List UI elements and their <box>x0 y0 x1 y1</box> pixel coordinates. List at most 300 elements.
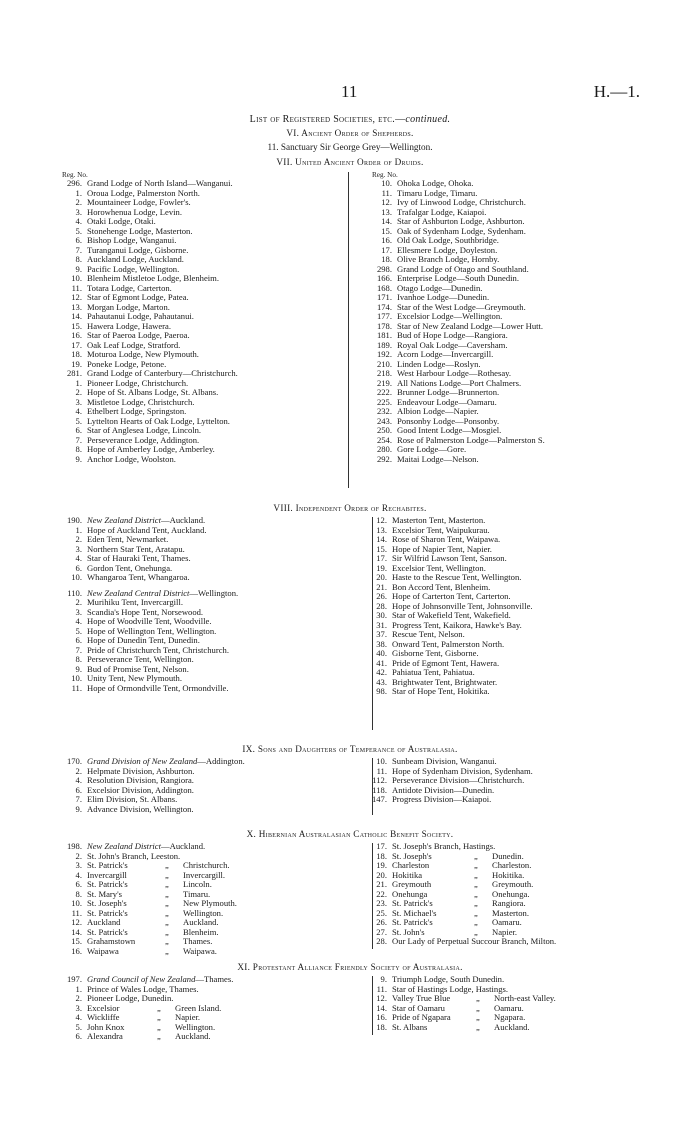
temperance-right-column <box>355 757 533 805</box>
register-number: 19. <box>376 860 387 870</box>
society-name: Gore Lodge—Gore. <box>397 444 467 454</box>
ditto-mark: „ <box>165 860 169 870</box>
register-number: 6. <box>75 235 82 245</box>
branch-town: Blenheim. <box>183 926 219 937</box>
register-number: 17. <box>376 841 387 851</box>
ditto-mark: „ <box>157 1021 161 1032</box>
branch-name: St. Patrick's <box>87 860 128 870</box>
register-number: 28. <box>376 936 387 946</box>
society-name: Ethelbert Lodge, Springston. <box>87 406 187 416</box>
ditto-mark: „ <box>476 1002 480 1013</box>
society-name: Hope of Johnsonville Tent, Johnsonville. <box>392 600 533 611</box>
register-number: 9. <box>75 263 82 274</box>
register-number: 4. <box>75 1012 82 1022</box>
register-number: 18. <box>376 850 387 861</box>
society-name: Gisborne Tent, Gisborne. <box>392 648 479 658</box>
society-name: Lyttelton Hearts of Oak Lodge, Lyttelton. <box>87 415 230 426</box>
register-number: 14. <box>71 926 82 937</box>
section-heading-protestant-alliance: XI. Protestant Alliance Friendly Society of Australasia. <box>237 962 463 972</box>
register-number: 243. <box>376 415 392 426</box>
society-name: Progress Tent, Kaikora, Hawke's Bay. <box>392 619 522 630</box>
society-name: Gordon Tent, Onehunga. <box>87 562 173 573</box>
register-number: 178. <box>376 320 392 331</box>
register-number: 292. <box>376 453 392 464</box>
branch-name: Pioneer Lodge, Dunedin. <box>87 993 174 1003</box>
register-number: 43. <box>376 676 387 687</box>
ditto-mark: „ <box>474 869 478 880</box>
society-name: Anchor Lodge, Woolston. <box>87 453 176 464</box>
district-location: —Auckland. <box>161 515 206 525</box>
branch-town: Napier. <box>492 926 518 937</box>
branch-name: St. Patrick's <box>392 917 433 927</box>
list-item <box>50 455 238 465</box>
society-name: Oroua Lodge, Palmerston North. <box>87 187 200 198</box>
list-item <box>355 795 533 805</box>
society-name: Elim Division, St. Albans. <box>87 794 178 804</box>
society-name: Pride of Egmont Tent, Hawera. <box>392 657 500 668</box>
register-number: 6. <box>75 635 82 645</box>
register-number: 40. <box>376 648 387 658</box>
society-name: West Harbour Lodge—Rothesay. <box>397 368 512 378</box>
register-number: 8. <box>75 654 82 664</box>
society-name: Otaki Lodge, Otaki. <box>87 216 156 226</box>
page-title: List of Registered Societies, etc.—continued. <box>249 114 451 125</box>
society-name: Rose of Palmerston Lodge—Palmerston S. <box>397 434 545 445</box>
register-number: 30. <box>376 610 387 620</box>
register-number: 4. <box>75 216 82 226</box>
reg-no-label: Reg. No. <box>372 171 398 179</box>
society-name: Hope of Amberley Lodge, Amberley. <box>87 444 215 454</box>
society-name: Onward Tent, Palmerston North. <box>392 638 505 649</box>
register-number: 4. <box>75 869 82 880</box>
branch-name: Onehunga <box>392 888 428 899</box>
society-name: Bishop Lodge, Wanganui. <box>87 235 177 245</box>
register-number: 25. <box>376 907 387 918</box>
register-number: 6. <box>75 425 82 435</box>
society-name: Unity Tent, New Plymouth. <box>87 673 182 683</box>
register-number: 2. <box>75 387 82 397</box>
branch-town: Waipawa. <box>183 945 217 956</box>
register-number: 170. <box>66 756 82 766</box>
register-number: 16. <box>381 235 392 245</box>
society-name: Perseverance Tent, Wellington. <box>87 654 194 664</box>
register-number: 11. <box>381 187 392 198</box>
register-number: 2. <box>75 534 82 544</box>
society-name: Hope of Woodville Tent, Woodville. <box>87 616 212 626</box>
society-name: Oak of Sydenham Lodge, Sydenham. <box>397 225 526 236</box>
branch-town: New Plymouth. <box>183 898 237 908</box>
list-item <box>50 879 212 890</box>
register-number: 16. <box>376 1012 387 1022</box>
section-heading-druids: VII. United Ancient Order of Druids. <box>276 157 424 167</box>
register-number: 31. <box>376 619 387 630</box>
register-number: 14. <box>376 1002 387 1013</box>
ditto-mark: „ <box>474 907 478 918</box>
register-number: 10. <box>71 572 82 582</box>
society-name: Brightwater Tent, Brightwater. <box>392 676 498 687</box>
branch-name: St. John's <box>392 926 425 937</box>
society-name: Resolution Division, Rangiora. <box>87 775 194 785</box>
rechabites-right-column <box>355 516 533 697</box>
society-name: Eden Tent, Newmarket. <box>87 534 169 544</box>
branch-name: St. John's Branch, Leeston. <box>87 850 181 861</box>
branch-name: St. Albans <box>392 1021 428 1032</box>
society-name: Auckland Lodge, Auckland. <box>87 254 184 264</box>
branch-name: John Knox <box>87 1021 125 1032</box>
section-heading-rechabites: VIII. Independent Order of Rechabites. <box>273 503 427 513</box>
register-number: 232. <box>376 406 392 416</box>
register-number: 98. <box>376 686 387 696</box>
register-number: 5. <box>75 1021 82 1032</box>
register-number: 4. <box>75 616 82 626</box>
society-name: Mistletoe Lodge, Christchurch. <box>87 396 195 407</box>
ditto-mark: „ <box>157 1002 161 1013</box>
society-name: Star of Hauraki Tent, Thames. <box>87 553 191 563</box>
register-number: 9. <box>75 453 82 464</box>
society-name: Hope of Napier Tent, Napier. <box>392 543 492 554</box>
register-number: 219. <box>376 377 392 388</box>
society-name: Good Intent Lodge—Mosgiel. <box>397 425 502 435</box>
society-name: Star of Wakefield Tent, Wakefield. <box>392 610 511 620</box>
district-title: Grand Division of New Zealand <box>87 756 198 766</box>
branch-name: St. Patrick's <box>87 926 128 937</box>
branch-town: Ngapara. <box>494 1012 526 1022</box>
society-name: Perseverance Division—Christchurch. <box>392 775 525 785</box>
ditto-mark: „ <box>474 888 478 899</box>
ditto-mark: „ <box>165 936 169 946</box>
society-name: Murihiku Tent, Invercargill. <box>87 597 183 607</box>
society-name: Perseverance Lodge, Addington. <box>87 434 200 445</box>
list-item <box>50 684 238 694</box>
druids-left-column <box>50 171 238 464</box>
society-name: Ohoka Lodge, Ohoka. <box>397 178 474 188</box>
register-number: 210. <box>376 358 392 369</box>
register-number: 190. <box>66 515 82 525</box>
branch-name: St. Joseph's <box>87 898 127 908</box>
society-name: Excelsior Tent, Waipukurau. <box>392 524 490 535</box>
society-name: Grand Lodge of North Island—Wanganui. <box>87 178 233 188</box>
register-number: 225. <box>376 396 392 407</box>
ditto-mark: „ <box>165 898 169 908</box>
register-number: 19. <box>71 358 82 369</box>
society-name: Olive Branch Lodge, Hornby. <box>397 254 500 264</box>
branch-town: Onehunga. <box>492 888 530 899</box>
society-name: Star of Ashburton Lodge, Ashburton. <box>397 216 525 226</box>
society-name: Hope of St. Albans Lodge, St. Albans. <box>87 387 219 397</box>
branch-name: Wickliffe <box>87 1012 120 1022</box>
society-name: Pioneer Lodge, Christchurch. <box>87 377 189 388</box>
society-name: Rose of Sharon Tent, Waipawa. <box>392 534 501 544</box>
ditto-mark: „ <box>157 1031 161 1041</box>
column-divider <box>348 172 349 488</box>
district-title: New Zealand District <box>87 841 162 851</box>
ditto-mark: „ <box>476 1012 480 1022</box>
society-name: Ellesmere Lodge, Doyleston. <box>397 244 498 255</box>
branch-name: St. Joseph's <box>392 850 432 861</box>
society-name: Trafalgar Lodge, Kaiapoi. <box>397 206 487 217</box>
branch-town: Charleston. <box>492 860 532 870</box>
ditto-mark: „ <box>474 898 478 908</box>
register-number: 1. <box>75 524 82 535</box>
branch-name: St. Patrick's <box>87 907 128 918</box>
district-title: Grand Council of New Zealand <box>87 974 196 984</box>
register-number: 21. <box>376 879 387 889</box>
society-name: Timaru Lodge, Timaru. <box>397 187 478 198</box>
register-number: 8. <box>75 444 82 454</box>
society-name: Haste to the Rescue Tent, Wellington. <box>392 572 522 582</box>
register-number: 14. <box>381 216 392 226</box>
register-number: 1. <box>75 983 82 994</box>
register-number: 28. <box>376 600 387 611</box>
reg-no-label: Reg. No. <box>62 171 88 179</box>
society-name: Old Oak Lodge, Southbridge. <box>397 235 499 245</box>
register-number: 171. <box>376 292 392 302</box>
register-number: 15. <box>71 320 82 331</box>
register-number: 11. <box>71 682 82 693</box>
register-number: 10. <box>381 178 392 188</box>
register-number: 2. <box>75 765 82 776</box>
society-name: Blenheim Mistletoe Lodge, Blenheim. <box>87 273 219 283</box>
society-name: Antidote Division—Dunedin. <box>392 784 495 795</box>
list-item <box>50 573 238 583</box>
society-name: Bud of Promise Tent, Nelson. <box>87 663 189 674</box>
register-number: 222. <box>376 387 392 397</box>
register-number: 7. <box>75 244 82 255</box>
society-name: Hope of Ormondville Tent, Ormondville. <box>87 682 229 693</box>
society-name: Star of Egmont Lodge, Patea. <box>87 292 189 302</box>
section-heading-shepherds: VI. Ancient Order of Shepherds. <box>286 128 414 138</box>
register-number: 27. <box>376 926 387 937</box>
register-number: 166. <box>376 273 392 283</box>
society-name: Excelsior Division, Addington. <box>87 784 194 795</box>
ditto-mark: „ <box>476 993 480 1003</box>
register-number: 12. <box>376 993 387 1003</box>
branch-town: Auckland. <box>183 917 219 927</box>
list-item <box>360 455 545 465</box>
ditto-mark: „ <box>165 907 169 918</box>
register-number: 5. <box>75 625 82 636</box>
ditto-mark: „ <box>165 926 169 937</box>
list-item <box>50 945 217 957</box>
branch-town: Oamaru. <box>492 917 522 927</box>
register-number: 10. <box>71 898 82 908</box>
district-location: —Addington. <box>197 756 245 766</box>
register-number: 41. <box>376 657 387 668</box>
register-number: 10. <box>71 673 82 683</box>
register-number: 10. <box>71 273 82 283</box>
branch-town: Masterton. <box>492 907 529 918</box>
society-name: Helpmate Division, Ashburton. <box>87 765 195 776</box>
register-number: 15. <box>381 225 392 236</box>
branch-town: Wellington. <box>175 1021 216 1032</box>
list-item <box>355 687 533 697</box>
register-number: 112. <box>372 775 387 785</box>
branch-town: Greymouth. <box>492 879 534 889</box>
branch-name: Star of Hastings Lodge, Hastings. <box>392 983 509 994</box>
register-number: 11. <box>376 765 387 776</box>
register-number: 6. <box>75 562 82 573</box>
register-number: 16. <box>71 945 82 956</box>
section-heading-temperance: IX. Sons and Daughters of Temperance of Australasia. <box>242 744 458 754</box>
section-heading-hibernian: X. Hibernian Australasian Catholic Benefit Society. <box>246 829 454 839</box>
society-name: Albion Lodge—Napier. <box>397 406 479 416</box>
society-name: Maitai Lodge—Nelson. <box>397 453 479 464</box>
society-name: Linden Lodge—Roslyn. <box>397 358 481 369</box>
society-name: Excelsior Tent, Wellington. <box>392 562 486 573</box>
society-name: Otago Lodge—Dunedin. <box>397 282 483 293</box>
register-number: 174. <box>376 301 392 312</box>
hibernian-left-column <box>50 841 237 956</box>
register-number: 192. <box>376 349 392 359</box>
register-number: 147. <box>371 794 387 804</box>
register-number: 2. <box>75 197 82 207</box>
register-number: 3. <box>75 1002 82 1013</box>
society-name: Hope of Sydenham Division, Sydenham. <box>392 765 533 776</box>
register-number: 7. <box>75 434 82 445</box>
page-number: 11 <box>341 82 358 101</box>
register-number: 17. <box>381 244 392 255</box>
branch-town: Green Island. <box>175 1002 222 1013</box>
register-number: 7. <box>75 794 82 804</box>
branch-town: Oamaru. <box>494 1002 524 1013</box>
register-number: 8. <box>75 254 82 264</box>
register-number: 1. <box>75 187 82 198</box>
register-number: 197. <box>66 974 82 984</box>
register-number: 9. <box>75 803 82 814</box>
register-number: 13. <box>71 301 82 312</box>
branch-name: Hokitika <box>392 869 423 880</box>
register-number: 168. <box>376 282 392 293</box>
society-name: Whangaroa Tent, Whangaroa. <box>87 572 190 582</box>
branch-town: Dunedin. <box>492 850 524 861</box>
society-name: Pahautanui Lodge, Pahautanui. <box>87 311 194 321</box>
register-number: 5. <box>75 225 82 236</box>
register-number: 4. <box>75 406 82 416</box>
list-item <box>355 1021 530 1033</box>
register-number: 280. <box>376 444 392 454</box>
branch-name: Auckland <box>87 917 121 927</box>
hibernian-right-column <box>355 842 556 947</box>
register-number: 4. <box>75 553 82 563</box>
society-name: Sunbeam Division, Wanganui. <box>392 756 497 766</box>
society-name: Mountaineer Lodge, Fowler's. <box>87 197 191 207</box>
druids-right-column <box>360 171 545 464</box>
society-name: Turanganui Lodge, Gisborne. <box>87 244 189 255</box>
branch-name: Valley True Blue <box>392 993 451 1003</box>
ditto-mark: „ <box>165 917 169 927</box>
register-number: 19. <box>376 562 387 573</box>
register-number: 1. <box>75 377 82 388</box>
register-number: 198. <box>66 841 82 851</box>
list-item <box>50 860 230 871</box>
society-name: Ivy of Linwood Lodge, Christchurch. <box>397 197 526 207</box>
district-title: New Zealand District <box>87 515 162 525</box>
register-number: 3. <box>75 396 82 407</box>
ditto-mark: „ <box>474 860 478 870</box>
register-number: 7. <box>75 644 82 655</box>
register-number: 118. <box>372 784 387 795</box>
register-number: 21. <box>376 581 387 592</box>
register-number: 9. <box>380 974 387 984</box>
society-name: Star of the West Lodge—Greymouth. <box>397 301 526 312</box>
society-name: Pacific Lodge, Wellington. <box>87 263 180 274</box>
ditto-mark: „ <box>474 850 478 861</box>
society-name: Stonehenge Lodge, Masterton. <box>87 225 193 236</box>
register-number: 218. <box>376 368 392 378</box>
register-number: 20. <box>376 869 387 880</box>
register-number: 18. <box>71 349 82 359</box>
district-location: —Auckland. <box>161 841 206 851</box>
society-name: Excelsior Lodge—Wellington. <box>397 311 503 321</box>
register-number: 4. <box>75 775 82 785</box>
register-number: 18. <box>381 254 392 264</box>
ditto-mark: „ <box>165 879 169 889</box>
district-location: —Thames. <box>195 974 234 984</box>
branch-town: Auckland. <box>175 1031 211 1041</box>
branch-name: Prince of Wales Lodge, Thames. <box>87 983 199 994</box>
register-number: 17. <box>71 339 82 350</box>
branch-name: Waipawa <box>87 945 119 956</box>
register-number: 281. <box>66 368 82 378</box>
list-item <box>50 805 245 815</box>
society-name: Oak Leaf Lodge, Stratford. <box>87 339 181 350</box>
ditto-mark: „ <box>476 1021 480 1032</box>
society-name: Star of Paeroa Lodge, Paeroa. <box>87 330 190 340</box>
society-name: Horowhenua Lodge, Levin. <box>87 206 182 217</box>
branch-town: Christchurch. <box>183 860 230 870</box>
register-number: 11. <box>71 282 82 293</box>
branch-town: Wellington. <box>183 907 224 918</box>
register-number: 12. <box>381 197 392 207</box>
register-number: 3. <box>75 543 82 554</box>
register-number: 26. <box>376 591 387 601</box>
register-number: 189. <box>376 339 392 350</box>
register-number: 11. <box>376 983 387 994</box>
society-name: Northern Star Tent, Aratapu. <box>87 543 185 554</box>
district-location: —Wellington. <box>189 587 239 598</box>
branch-name: Triumph Lodge, South Dunedin. <box>392 974 505 984</box>
register-number: 23. <box>376 898 387 908</box>
register-number: 12. <box>376 515 387 525</box>
register-number: 250. <box>376 425 392 435</box>
branch-name: Our Lady of Perpetual Succour Branch, Milton. <box>392 936 557 946</box>
society-name: Pahiatua Tent, Pahiatua. <box>392 667 475 677</box>
register-number: 13. <box>376 524 387 535</box>
branch-name: Alexandra <box>87 1031 123 1041</box>
society-name: Hope of Auckland Tent, Auckland. <box>87 524 207 535</box>
register-number: 14. <box>71 311 82 321</box>
society-name: Hope of Wellington Tent, Wellington. <box>87 625 217 636</box>
ditto-mark: „ <box>474 917 478 927</box>
society-name: Royal Oak Lodge—Caversham. <box>397 339 508 350</box>
branch-name: St. Mary's <box>87 888 122 899</box>
society-name: Scandia's Hope Tent, Norsewood. <box>87 606 204 617</box>
society-name: Star of Hope Tent, Hokitika. <box>392 686 490 696</box>
register-number: 10. <box>376 756 387 766</box>
register-number: 15. <box>376 543 387 554</box>
branch-name: Excelsior <box>87 1002 120 1013</box>
ditto-mark: „ <box>474 926 478 937</box>
society-name: Hope of Carterton Tent, Carterton. <box>392 591 511 601</box>
register-number: 18. <box>376 1021 387 1032</box>
register-number: 6. <box>75 1031 82 1041</box>
page-header <box>0 82 700 104</box>
register-number: 6. <box>75 784 82 795</box>
branch-name: St. Patrick's <box>392 898 433 908</box>
branch-name: Grahamstown <box>87 936 136 946</box>
register-number: 3. <box>75 606 82 617</box>
register-number: 8. <box>75 888 82 899</box>
